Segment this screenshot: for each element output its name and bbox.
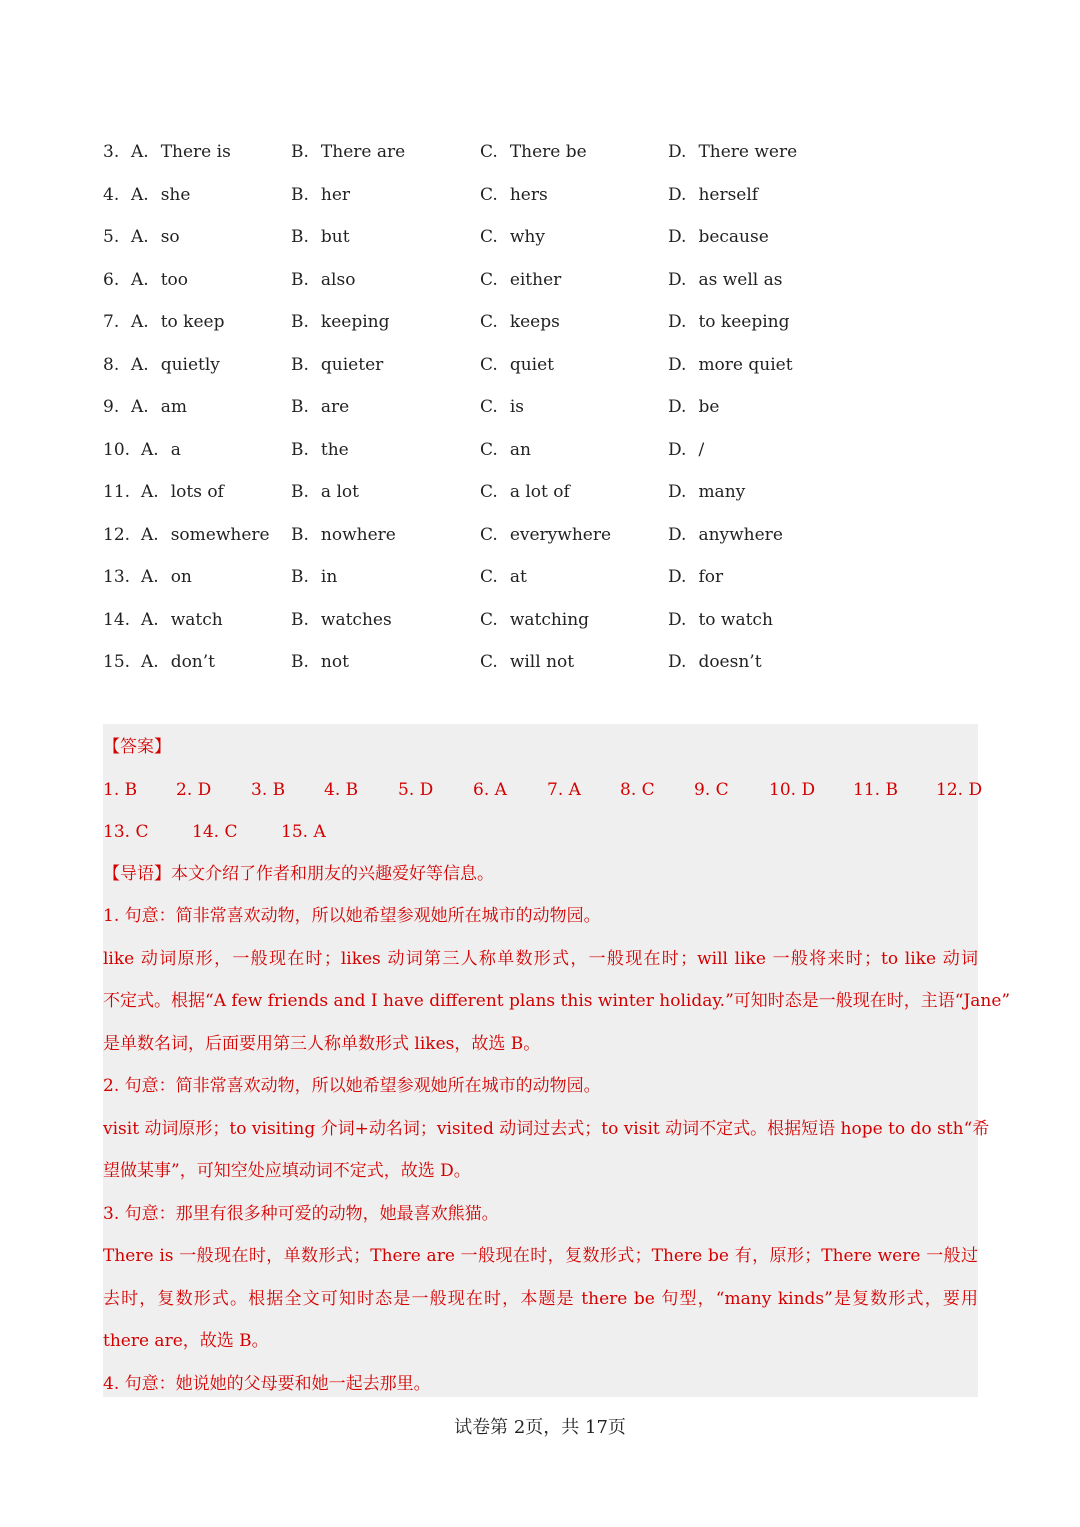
- option-letter: C.: [480, 227, 498, 247]
- option-letter: C.: [480, 354, 498, 375]
- explanation-line: 1. 句意：简非常喜欢动物，所以她希望参观她所在城市的动物园。: [103, 906, 601, 926]
- answer-key-item: 10. D: [769, 780, 816, 800]
- option-d: [668, 301, 789, 343]
- option-a: [131, 131, 231, 173]
- option-letter: D.: [668, 652, 687, 672]
- option-letter: C.: [480, 482, 498, 502]
- option-a: [141, 641, 215, 683]
- option-c: [480, 344, 554, 386]
- question-row: [103, 556, 983, 599]
- option-letter: D.: [668, 227, 687, 247]
- option-text: somewhere: [170, 524, 270, 545]
- option-b: [291, 259, 355, 301]
- option-a: [141, 514, 270, 556]
- option-text: keeps: [509, 312, 560, 332]
- explanation-line: 去时，复数形式。根据全文可知时态是一般现在时，本题是 there be 句型，“many kinds”是复数形式，要用: [103, 1288, 978, 1309]
- option-letter: A.: [131, 184, 149, 205]
- option-letter: A.: [131, 142, 149, 162]
- option-b: [291, 599, 392, 641]
- option-text: her: [320, 184, 351, 205]
- explanation-line: like 动词原形，一般现在时；likes 动词第三人称单数形式，一般现在时；will like 一般将来时；to like 动词: [103, 948, 978, 969]
- option-letter: B.: [291, 609, 309, 630]
- option-letter: A.: [141, 609, 159, 630]
- option-text: quiet: [509, 354, 554, 375]
- option-text: There be: [509, 142, 587, 162]
- option-b: [291, 514, 396, 556]
- option-text: be: [698, 397, 720, 417]
- option-c: [480, 301, 560, 343]
- answer-key-item: 4. B: [324, 780, 359, 800]
- option-text: also: [320, 269, 356, 290]
- option-c: [480, 599, 589, 641]
- explanation-line: there are，故选 B。: [103, 1331, 269, 1351]
- option-text: to keep: [160, 312, 225, 332]
- option-a: [131, 344, 220, 386]
- option-text: watching: [509, 609, 590, 630]
- option-letter: B.: [291, 652, 309, 672]
- question-row: [103, 429, 983, 472]
- option-letter: D.: [668, 482, 687, 502]
- question-number: 7.: [103, 312, 120, 332]
- question-row: [103, 344, 983, 387]
- option-letter: B.: [291, 397, 309, 417]
- option-letter: C.: [480, 142, 498, 162]
- option-d: [668, 514, 783, 556]
- option-text: don’t: [170, 652, 215, 672]
- question-number: 8.: [103, 354, 120, 375]
- option-b: [291, 471, 359, 513]
- answer-key-item: 15. A: [281, 822, 326, 842]
- option-text: watch: [170, 609, 223, 630]
- option-text: herself: [698, 184, 759, 205]
- question-number: 6.: [103, 269, 120, 290]
- option-d: [668, 429, 704, 471]
- answer-key-item: 2. D: [176, 780, 212, 800]
- option-letter: C.: [480, 609, 498, 630]
- option-letter: D.: [668, 609, 687, 630]
- option-letter: A.: [141, 524, 159, 545]
- option-a: [131, 386, 187, 428]
- answer-key-item: 8. C: [620, 780, 655, 800]
- question-number: 15.: [103, 652, 131, 672]
- question-number: 9.: [103, 397, 120, 417]
- option-b: [291, 216, 350, 258]
- option-letter: B.: [291, 354, 309, 375]
- option-c: [480, 131, 587, 173]
- option-letter: D.: [668, 269, 687, 290]
- question-number: 14.: [103, 609, 131, 630]
- option-letter: D.: [668, 312, 687, 332]
- option-letter: C.: [480, 567, 498, 587]
- option-text: in: [320, 567, 338, 587]
- option-letter: C.: [480, 269, 498, 290]
- option-c: [480, 471, 570, 513]
- option-b: [291, 386, 349, 428]
- option-b: [291, 429, 349, 471]
- option-b: [291, 641, 349, 683]
- option-letter: B.: [291, 184, 309, 205]
- option-text: keeping: [320, 312, 390, 332]
- option-text: too: [160, 269, 188, 290]
- option-text: an: [509, 439, 531, 460]
- answer-key-item: 13. C: [103, 822, 149, 842]
- option-letter: A.: [131, 312, 149, 332]
- option-d: [668, 556, 723, 598]
- option-c: [480, 259, 561, 301]
- option-c: [480, 556, 527, 598]
- option-text: a lot: [320, 482, 359, 502]
- option-text: not: [320, 652, 349, 672]
- question-row: [103, 514, 983, 557]
- question-row: [103, 599, 983, 642]
- question-row: [103, 216, 983, 259]
- option-text: hers: [509, 184, 548, 205]
- option-d: [668, 131, 797, 173]
- explanation-line: 望做某事”，可知空处应填动词不定式，故选 D。: [103, 1161, 471, 1181]
- explanation-line: 不定式。根据“A few friends and I have different plans this winter holiday.”可知时态是一般现在时，主语“Jane”: [103, 991, 1011, 1011]
- option-letter: A.: [131, 397, 149, 417]
- answer-key-item: 9. C: [694, 780, 729, 800]
- question-row: [103, 174, 983, 217]
- option-text: /: [698, 439, 705, 460]
- option-d: [668, 174, 758, 216]
- answer-key-item: 1. B: [103, 780, 138, 800]
- option-text: There were: [698, 142, 798, 162]
- explanation-line: There is 一般现在时，单数形式；There are 一般现在时，复数形式；There be 有，原形；There were 一般过: [103, 1246, 978, 1266]
- option-text: more quiet: [698, 354, 793, 375]
- option-letter: A.: [141, 652, 159, 672]
- option-text: either: [509, 269, 562, 290]
- question-options-list: [103, 131, 983, 684]
- option-letter: B.: [291, 227, 309, 247]
- question-row: [103, 259, 983, 302]
- option-text: on: [170, 567, 192, 587]
- option-text: but: [320, 227, 350, 247]
- option-letter: A.: [141, 439, 159, 460]
- answer-key-item: 6. A: [473, 780, 507, 800]
- answer-key-item: 14. C: [192, 822, 238, 842]
- answer-heading: 【答案】: [103, 737, 171, 757]
- option-letter: A.: [141, 567, 159, 587]
- option-letter: A.: [131, 227, 149, 247]
- explanation-line: 3. 句意：那里有很多种可爱的动物，她最喜欢熊猫。: [103, 1203, 499, 1224]
- option-text: many: [698, 482, 746, 502]
- option-text: will not: [509, 652, 575, 672]
- option-b: [291, 301, 389, 343]
- option-letter: D.: [668, 397, 687, 417]
- option-text: a: [170, 439, 181, 460]
- question-row: [103, 471, 983, 514]
- option-letter: C.: [480, 524, 498, 545]
- option-letter: B.: [291, 482, 309, 502]
- option-a: [131, 259, 188, 301]
- question-number: 12.: [103, 524, 131, 545]
- question-row: [103, 386, 983, 429]
- option-b: [291, 556, 337, 598]
- guide-text: 【导语】本文介绍了作者和朋友的兴趣爱好等信息。: [103, 864, 494, 884]
- answer-key-item: 12. D: [936, 780, 983, 800]
- option-letter: C.: [480, 439, 498, 460]
- option-text: is: [509, 397, 524, 417]
- option-text: the: [320, 439, 349, 460]
- option-c: [480, 174, 548, 216]
- option-b: [291, 344, 383, 386]
- answer-key-item: 3. B: [251, 780, 286, 800]
- option-text: are: [320, 397, 350, 417]
- option-letter: C.: [480, 652, 498, 672]
- option-text: to keeping: [698, 312, 790, 332]
- option-d: [668, 599, 773, 641]
- option-letter: C.: [480, 312, 498, 332]
- option-letter: B.: [291, 142, 309, 162]
- option-text: for: [698, 567, 724, 587]
- option-d: [668, 216, 769, 258]
- option-letter: D.: [668, 354, 687, 375]
- option-text: watches: [320, 609, 392, 630]
- option-a: [141, 599, 223, 641]
- answer-key-item: 5. D: [398, 780, 434, 800]
- option-c: [480, 514, 611, 556]
- question-row: [103, 131, 983, 174]
- option-letter: D.: [668, 184, 687, 205]
- option-a: [131, 301, 224, 343]
- option-text: nowhere: [320, 524, 396, 545]
- option-text: quieter: [320, 354, 384, 375]
- question-number: 3.: [103, 142, 120, 162]
- option-d: [668, 344, 793, 386]
- option-a: [131, 216, 180, 258]
- explanation-line: 是单数名词，后面要用第三人称单数形式 likes，故选 B。: [103, 1033, 541, 1054]
- option-letter: D.: [668, 524, 687, 545]
- option-d: [668, 641, 762, 683]
- option-d: [668, 259, 782, 301]
- option-letter: A.: [131, 354, 149, 375]
- option-letter: A.: [131, 269, 149, 290]
- option-text: lots of: [170, 482, 224, 502]
- option-c: [480, 216, 545, 258]
- question-row: [103, 641, 983, 684]
- option-letter: C.: [480, 397, 498, 417]
- explanation-line: 4. 句意：她说她的父母要和她一起去那里。: [103, 1373, 431, 1394]
- option-text: as well as: [698, 269, 783, 290]
- option-a: [141, 556, 192, 598]
- option-c: [480, 429, 531, 471]
- option-letter: B.: [291, 269, 309, 290]
- question-number: 10.: [103, 439, 131, 460]
- option-a: [141, 471, 224, 513]
- option-text: a lot of: [509, 482, 570, 502]
- page-footer: 试卷第 2页，共 17页: [454, 1417, 626, 1438]
- option-d: [668, 471, 745, 513]
- question-number: 5.: [103, 227, 120, 247]
- option-letter: B.: [291, 524, 309, 545]
- option-letter: B.: [291, 567, 309, 587]
- option-text: quietly: [160, 354, 220, 375]
- option-b: [291, 174, 350, 216]
- option-text: because: [698, 227, 769, 247]
- option-text: There are: [320, 142, 406, 162]
- question-number: 13.: [103, 567, 131, 587]
- option-letter: D.: [668, 439, 687, 460]
- option-text: why: [509, 227, 545, 247]
- option-text: to watch: [698, 609, 773, 630]
- option-b: [291, 131, 405, 173]
- option-letter: A.: [141, 482, 159, 502]
- option-text: am: [160, 397, 187, 417]
- option-text: so: [160, 227, 180, 247]
- option-text: at: [509, 567, 527, 587]
- option-c: [480, 641, 574, 683]
- question-row: [103, 301, 983, 344]
- option-text: she: [160, 184, 191, 205]
- option-a: [141, 429, 181, 471]
- question-number: 11.: [103, 482, 131, 502]
- option-text: There is: [160, 142, 231, 162]
- question-number: 4.: [103, 184, 120, 205]
- option-letter: B.: [291, 312, 309, 332]
- answer-key-item: 7. A: [547, 780, 581, 800]
- option-text: everywhere: [509, 524, 612, 545]
- option-a: [131, 174, 190, 216]
- option-letter: B.: [291, 439, 309, 460]
- option-c: [480, 386, 524, 428]
- option-letter: D.: [668, 142, 687, 162]
- option-text: doesn’t: [698, 652, 762, 672]
- explanation-line: 2. 句意：简非常喜欢动物，所以她希望参观她所在城市的动物园。: [103, 1076, 601, 1096]
- explanation-line: visit 动词原形；to visiting 介词+动名词；visited 动词过去式；to visit 动词不定式。根据短语 hope to do sth“希: [103, 1118, 990, 1139]
- option-letter: C.: [480, 184, 498, 205]
- option-letter: D.: [668, 567, 687, 587]
- option-text: anywhere: [698, 524, 783, 545]
- answer-key-item: 11. B: [853, 780, 898, 800]
- option-d: [668, 386, 719, 428]
